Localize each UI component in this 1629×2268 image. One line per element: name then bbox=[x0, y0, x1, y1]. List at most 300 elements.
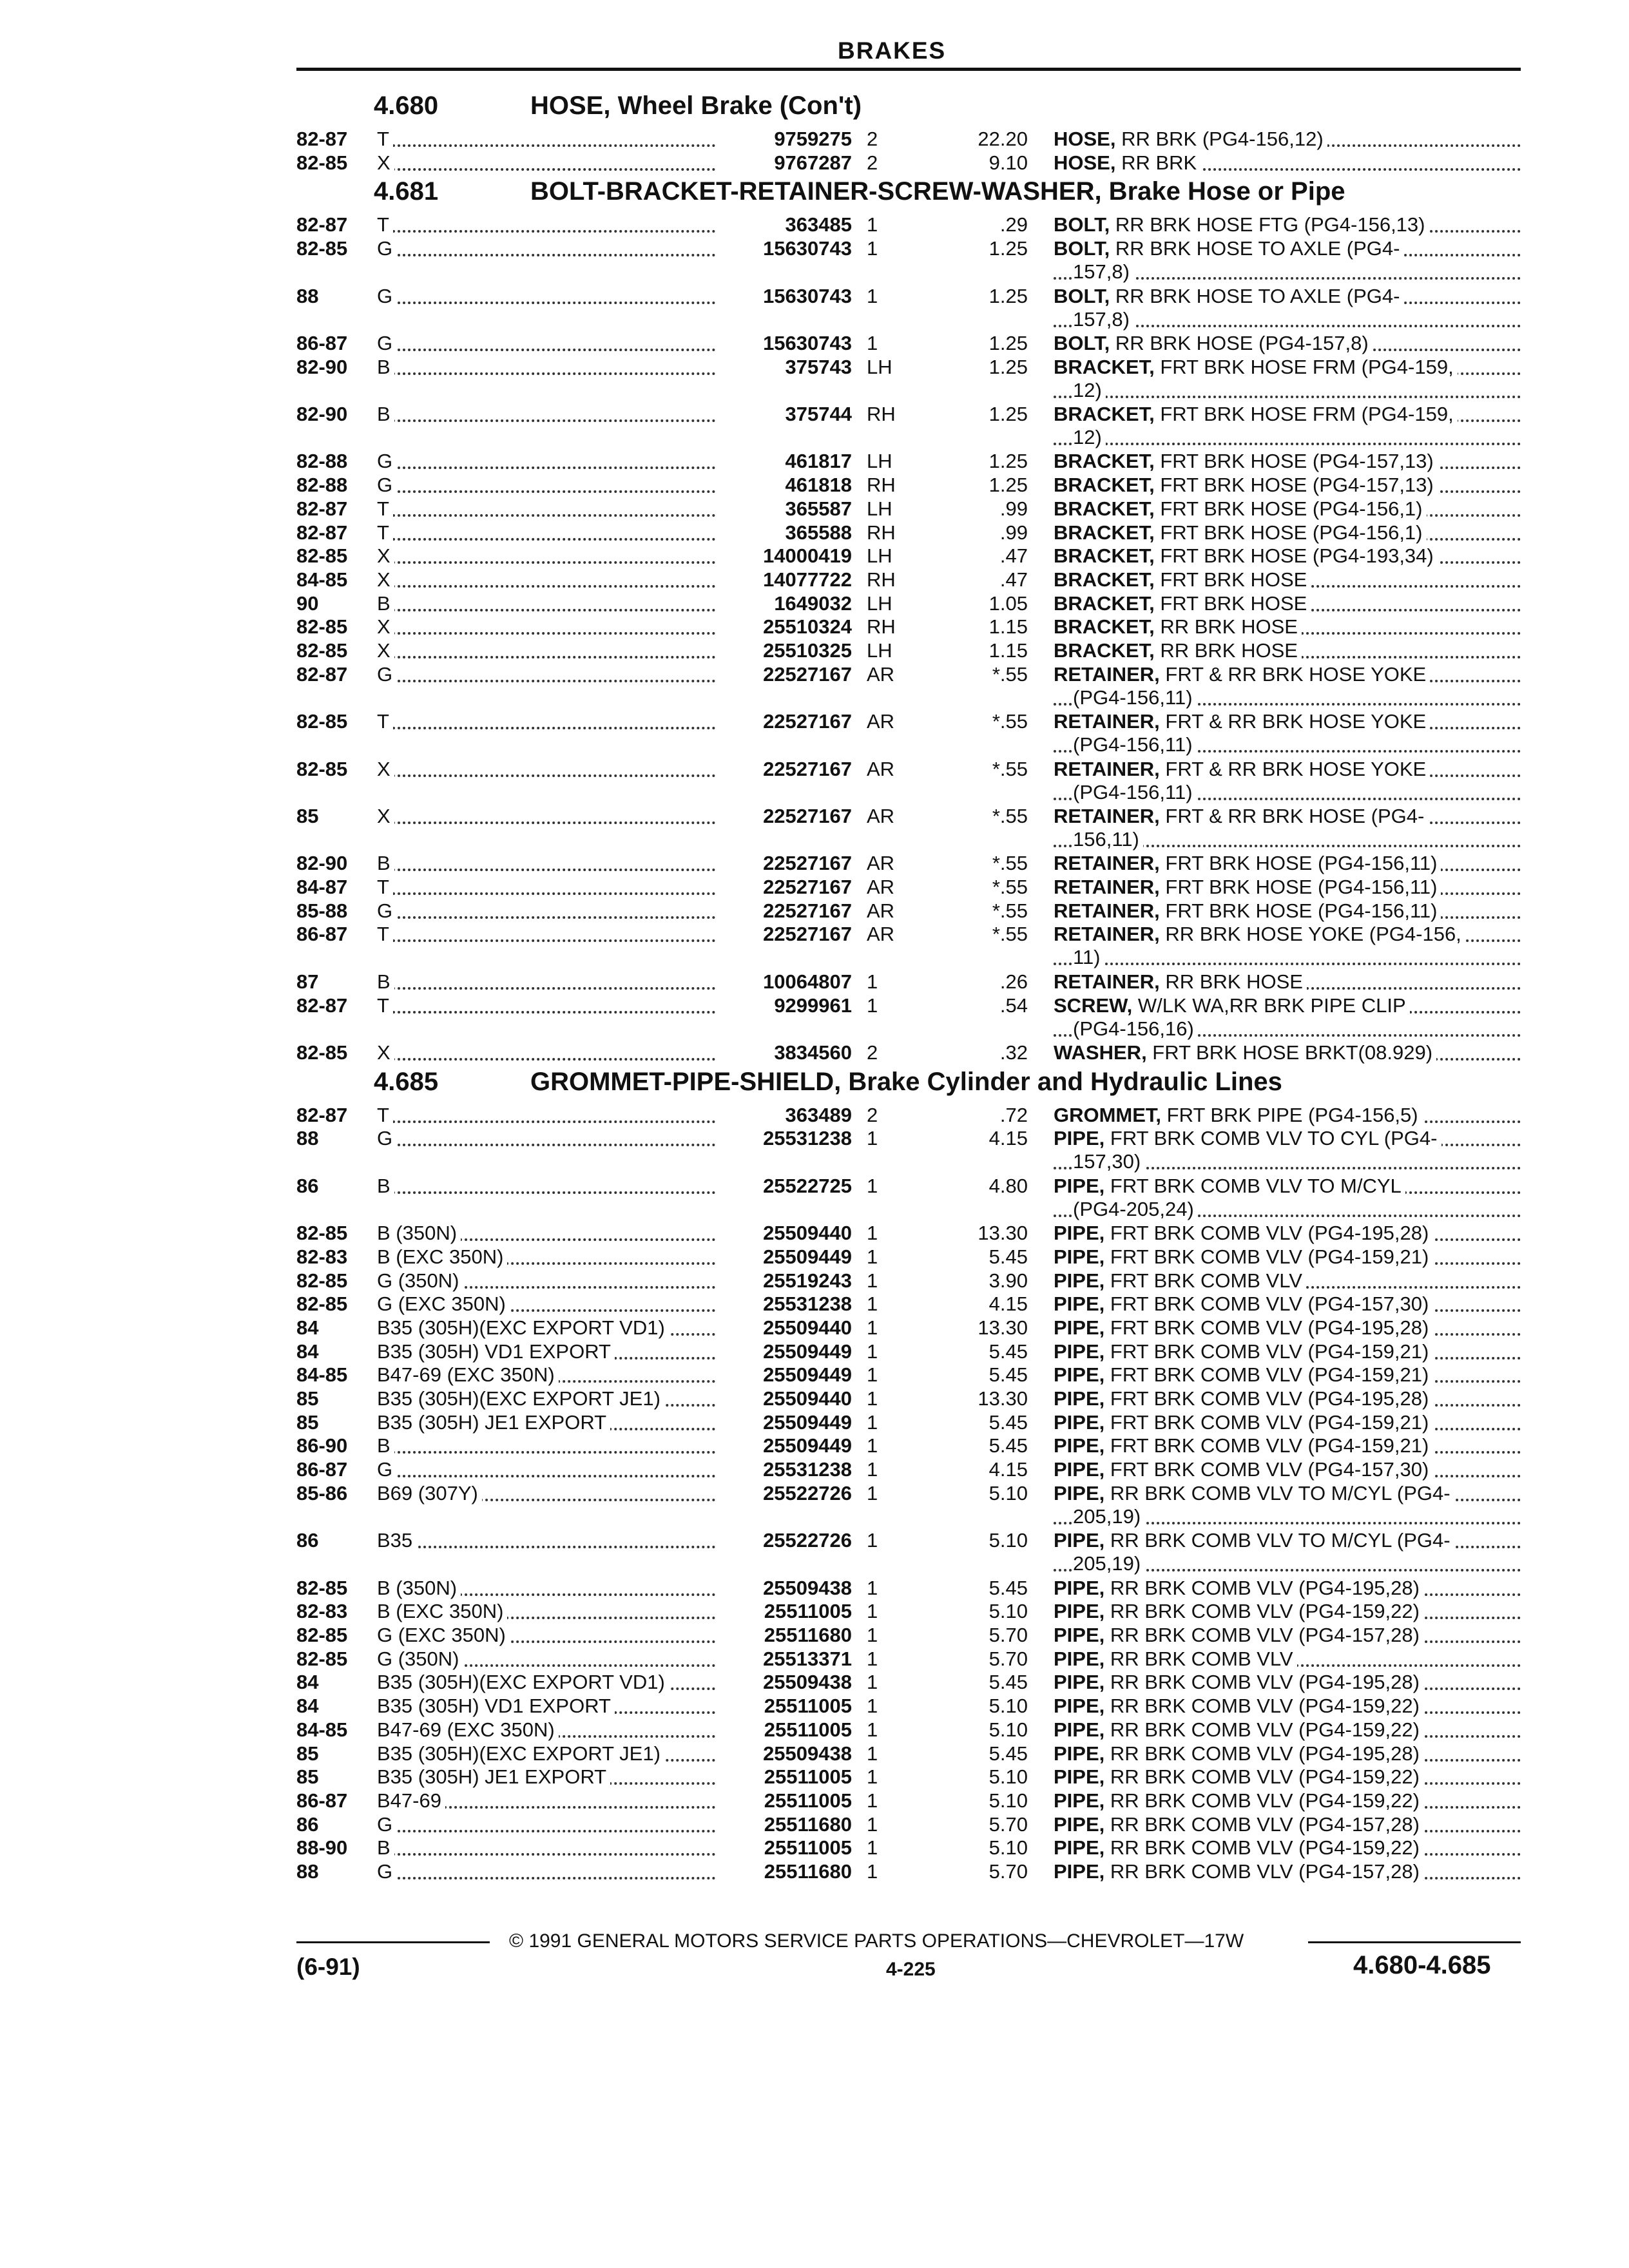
part-number-cell: 22527167 bbox=[763, 662, 852, 686]
part-number-cell: 25510325 bbox=[763, 639, 852, 662]
quantity-cell: 1 bbox=[867, 1363, 878, 1387]
model-cell-text: B35 (305H) JE1 EXPORT bbox=[377, 1765, 610, 1788]
footer-copyright: © 1991 GENERAL MOTORS SERVICE PARTS OPERATIONS—CHEVROLET—17W bbox=[509, 1930, 1244, 1952]
description-keyword: BOLT, bbox=[1054, 213, 1110, 236]
description-keyword: BRACKET, bbox=[1054, 403, 1155, 425]
description-cell bbox=[1054, 1387, 1521, 1410]
year-cell: 90 bbox=[296, 591, 319, 615]
quantity-cell: 1 bbox=[867, 1860, 878, 1883]
description-line bbox=[1054, 1387, 1521, 1410]
description-cell bbox=[1054, 1624, 1521, 1647]
description-line bbox=[1054, 1624, 1521, 1647]
description-line bbox=[1054, 1789, 1521, 1812]
description-keyword: BRACKET, bbox=[1054, 615, 1155, 639]
part-number-cell: 10064807 bbox=[763, 970, 852, 993]
model-cell bbox=[377, 356, 715, 379]
description-text: (PG4-156,16) bbox=[1073, 1017, 1198, 1040]
description-line bbox=[1054, 521, 1521, 544]
model-cell bbox=[377, 994, 715, 1017]
quantity-cell: AR bbox=[867, 757, 895, 780]
year-cell: 86 bbox=[296, 1529, 319, 1552]
model-cell bbox=[377, 1458, 715, 1481]
part-number-cell: 375743 bbox=[785, 355, 852, 378]
quantity-cell: LH bbox=[867, 355, 892, 378]
description-cell bbox=[1054, 1293, 1521, 1316]
model-cell-text: B69 (307Y) bbox=[377, 1482, 482, 1504]
description-text: BRACKET, FRT BRK HOSE FRM (PG4-159, bbox=[1054, 403, 1458, 425]
quantity-cell: 1 bbox=[867, 1340, 878, 1363]
description-text: PIPE, FRT BRK COMB VLV (PG4-157,30) bbox=[1054, 1458, 1432, 1481]
price-cell: 5.45 bbox=[988, 1245, 1028, 1268]
model-cell bbox=[377, 1363, 715, 1387]
description-text: PIPE, RR BRK COMB VLV (PG4-159,22) bbox=[1054, 1765, 1423, 1788]
description-line bbox=[1054, 1529, 1521, 1552]
price-cell: 13.30 bbox=[978, 1387, 1028, 1410]
description-cell bbox=[1054, 285, 1521, 331]
description-line bbox=[1054, 1316, 1521, 1340]
description-line bbox=[1054, 781, 1521, 804]
description-keyword: RETAINER, bbox=[1054, 804, 1160, 827]
model-cell bbox=[377, 923, 715, 946]
model-cell-text: G bbox=[377, 237, 396, 260]
year-cell: 86 bbox=[296, 1812, 319, 1836]
description-text: BRACKET, FRT BRK HOSE bbox=[1054, 568, 1311, 591]
description-text: PIPE, RR BRK COMB VLV (PG4-195,28) bbox=[1054, 1742, 1423, 1765]
price-cell: .47 bbox=[999, 544, 1028, 568]
part-number-cell: 25509449 bbox=[763, 1340, 852, 1363]
description-cell bbox=[1054, 1600, 1521, 1623]
description-cell bbox=[1054, 474, 1521, 497]
description-keyword: PIPE, bbox=[1054, 1860, 1105, 1883]
description-line bbox=[1054, 1648, 1521, 1671]
description-keyword: RETAINER, bbox=[1054, 710, 1160, 733]
description-cell bbox=[1054, 1175, 1521, 1221]
description-cell bbox=[1054, 568, 1521, 591]
model-cell-text: B (350N) bbox=[377, 1222, 461, 1244]
quantity-cell: 1 bbox=[867, 331, 878, 354]
description-cell bbox=[1054, 615, 1521, 639]
part-number-cell: 25511005 bbox=[764, 1789, 852, 1812]
price-cell: 1.25 bbox=[988, 450, 1028, 473]
description-text: BRACKET, FRT BRK HOSE (PG4-156,1) bbox=[1054, 497, 1427, 520]
model-cell bbox=[377, 1860, 715, 1883]
year-cell: 82-85 bbox=[296, 615, 348, 639]
quantity-cell: 2 bbox=[867, 151, 878, 174]
description-line bbox=[1054, 213, 1521, 236]
price-cell: 13.30 bbox=[978, 1222, 1028, 1245]
model-cell-text: G bbox=[377, 1860, 396, 1883]
model-cell bbox=[377, 568, 715, 591]
quantity-cell: 1 bbox=[867, 1529, 878, 1552]
description-text: BRACKET, RR BRK HOSE bbox=[1054, 639, 1302, 662]
description-line bbox=[1054, 544, 1521, 568]
description-line bbox=[1054, 852, 1521, 875]
description-text: 12) bbox=[1073, 379, 1106, 401]
quantity-cell: 1 bbox=[867, 1316, 878, 1339]
price-cell: 4.15 bbox=[988, 1458, 1028, 1481]
description-text: (PG4-205,24) bbox=[1073, 1198, 1198, 1220]
description-line bbox=[1054, 403, 1521, 426]
model-cell bbox=[377, 1742, 715, 1765]
description-cell bbox=[1054, 899, 1521, 923]
description-line bbox=[1054, 1765, 1521, 1789]
part-number-cell: 363485 bbox=[785, 213, 852, 236]
part-number-cell: 22527167 bbox=[763, 804, 852, 827]
year-cell: 85 bbox=[296, 804, 319, 827]
description-line bbox=[1054, 1150, 1521, 1173]
description-text: 157,8) bbox=[1073, 308, 1133, 331]
model-cell bbox=[377, 332, 715, 355]
description-cell bbox=[1054, 237, 1521, 284]
part-number-cell: 25511005 bbox=[764, 1695, 852, 1718]
description-text: PIPE, FRT BRK COMB VLV (PG4-159,21) bbox=[1054, 1245, 1432, 1268]
year-cell: 82-87 bbox=[296, 994, 348, 1017]
year-cell: 85 bbox=[296, 1742, 319, 1765]
description-text: PIPE, RR BRK COMB VLV (PG4-195,28) bbox=[1054, 1577, 1423, 1599]
year-cell: 82-90 bbox=[296, 355, 348, 378]
description-line bbox=[1054, 733, 1521, 756]
header-rule bbox=[296, 68, 1521, 71]
price-cell: *.55 bbox=[992, 804, 1028, 827]
model-cell bbox=[377, 1041, 715, 1064]
description-text: BRACKET, FRT BRK HOSE (PG4-156,1) bbox=[1054, 521, 1427, 544]
year-cell: 82-85 bbox=[296, 151, 348, 174]
quantity-cell: 1 bbox=[867, 1269, 878, 1292]
description-cell bbox=[1054, 1836, 1521, 1860]
part-number-cell: 25519243 bbox=[763, 1269, 852, 1292]
description-text: PIPE, FRT BRK COMB VLV bbox=[1054, 1269, 1306, 1292]
description-line bbox=[1054, 923, 1521, 946]
price-cell: *.55 bbox=[992, 710, 1028, 733]
description-line bbox=[1054, 1695, 1521, 1718]
description-cell bbox=[1054, 758, 1521, 804]
price-cell: 1.25 bbox=[988, 237, 1028, 260]
section-number: 4.685 bbox=[374, 1067, 439, 1096]
year-cell: 88 bbox=[296, 284, 319, 307]
description-line bbox=[1054, 128, 1521, 151]
description-line bbox=[1054, 1600, 1521, 1623]
description-text: PIPE, RR BRK COMB VLV (PG4-159,22) bbox=[1054, 1789, 1423, 1812]
model-cell bbox=[377, 970, 715, 994]
model-cell-text: T bbox=[377, 994, 393, 1017]
model-cell bbox=[377, 1127, 715, 1150]
part-number-cell: 25511005 bbox=[764, 1836, 852, 1860]
part-number-cell: 25509440 bbox=[763, 1316, 852, 1339]
quantity-cell: 1 bbox=[867, 1387, 878, 1410]
price-cell: 5.10 bbox=[988, 1789, 1028, 1812]
description-keyword: PIPE, bbox=[1054, 1293, 1105, 1316]
quantity-cell: 1 bbox=[867, 1576, 878, 1599]
description-text: PIPE, FRT BRK COMB VLV (PG4-159,21) bbox=[1054, 1340, 1432, 1363]
price-cell: 4.15 bbox=[988, 1127, 1028, 1150]
part-number-cell: 25513371 bbox=[763, 1647, 852, 1670]
model-cell bbox=[377, 474, 715, 497]
model-cell bbox=[377, 1624, 715, 1647]
price-cell: *.55 bbox=[992, 876, 1028, 898]
footer-page-number: 4-225 bbox=[886, 1959, 936, 1980]
description-keyword: PIPE, bbox=[1054, 1387, 1105, 1410]
description-text: BRACKET, FRT BRK HOSE (PG4-193,34) bbox=[1054, 544, 1438, 567]
year-cell: 82-83 bbox=[296, 1600, 348, 1623]
model-cell-text: G bbox=[377, 663, 396, 686]
description-text: GROMMET, FRT BRK PIPE (PG4-156,5) bbox=[1054, 1104, 1422, 1126]
year-cell: 85 bbox=[296, 1410, 319, 1434]
model-cell-text: G (EXC 350N) bbox=[377, 1624, 510, 1646]
model-cell bbox=[377, 1836, 715, 1860]
description-line bbox=[1054, 1434, 1521, 1457]
description-cell bbox=[1054, 521, 1521, 544]
quantity-cell: 2 bbox=[867, 128, 878, 150]
price-cell: 5.10 bbox=[988, 1718, 1028, 1741]
description-cell bbox=[1054, 1671, 1521, 1694]
model-cell-text: T bbox=[377, 213, 393, 236]
part-number-cell: 14000419 bbox=[763, 544, 852, 568]
quantity-cell: AR bbox=[867, 710, 895, 733]
page-header-title: BRAKES bbox=[838, 37, 947, 64]
model-cell-text: X bbox=[377, 568, 394, 591]
description-cell bbox=[1054, 1104, 1521, 1127]
description-text: SCREW, W/LK WA,RR BRK PIPE CLIP bbox=[1054, 994, 1410, 1017]
description-line bbox=[1054, 1340, 1521, 1363]
description-keyword: RETAINER, bbox=[1054, 923, 1160, 946]
year-cell: 84 bbox=[296, 1671, 319, 1694]
description-line bbox=[1054, 1742, 1521, 1765]
description-text: PIPE, RR BRK COMB VLV (PG4-157,28) bbox=[1054, 1860, 1423, 1883]
description-text: 205,19) bbox=[1073, 1505, 1144, 1528]
description-text: WASHER, FRT BRK HOSE BRKT(08.929) bbox=[1054, 1041, 1436, 1064]
quantity-cell: 1 bbox=[867, 1174, 878, 1197]
description-cell bbox=[1054, 544, 1521, 568]
section-number: 4.681 bbox=[374, 177, 439, 206]
model-cell bbox=[377, 128, 715, 151]
description-text: (PG4-156,11) bbox=[1073, 781, 1197, 803]
part-number-cell: 25522726 bbox=[763, 1481, 852, 1504]
quantity-cell: 2 bbox=[867, 1103, 878, 1126]
model-cell bbox=[377, 1648, 715, 1671]
model-cell-text: B35 bbox=[377, 1529, 416, 1552]
part-number-cell: 25509449 bbox=[763, 1245, 852, 1268]
model-cell-text: T bbox=[377, 1104, 393, 1126]
model-cell-text: G bbox=[377, 332, 396, 354]
quantity-cell: RH bbox=[867, 615, 896, 639]
model-cell bbox=[377, 151, 715, 175]
part-number-cell: 25511005 bbox=[764, 1600, 852, 1623]
year-cell: 84-85 bbox=[296, 568, 348, 591]
description-cell bbox=[1054, 639, 1521, 662]
description-line bbox=[1054, 805, 1521, 828]
part-number-cell: 22527167 bbox=[763, 757, 852, 780]
model-cell-text: B (EXC 350N) bbox=[377, 1600, 507, 1622]
part-number-cell: 25509440 bbox=[763, 1387, 852, 1410]
description-text: RETAINER, RR BRK HOSE YOKE (PG4-156, bbox=[1054, 923, 1465, 945]
price-cell: 13.30 bbox=[978, 1316, 1028, 1339]
description-cell bbox=[1054, 1041, 1521, 1064]
section-title: BOLT-BRACKET-RETAINER-SCREW-WASHER, Brake Hose or Pipe bbox=[530, 177, 1345, 206]
year-cell: 82-87 bbox=[296, 213, 348, 236]
model-cell bbox=[377, 1293, 715, 1316]
description-keyword: PIPE, bbox=[1054, 1458, 1105, 1481]
part-number-cell: 365587 bbox=[785, 497, 852, 520]
description-keyword: PIPE, bbox=[1054, 1789, 1105, 1812]
description-text: PIPE, FRT BRK COMB VLV (PG4-195,28) bbox=[1054, 1387, 1432, 1410]
model-cell-text: G bbox=[377, 1127, 396, 1149]
description-text: HOSE, RR BRK bbox=[1054, 151, 1200, 174]
quantity-cell: 1 bbox=[867, 994, 878, 1017]
model-cell-text: G bbox=[377, 899, 396, 922]
description-keyword: BOLT, bbox=[1054, 284, 1110, 307]
description-cell bbox=[1054, 1363, 1521, 1387]
description-keyword: GROMMET, bbox=[1054, 1103, 1162, 1126]
description-keyword: BRACKET, bbox=[1054, 497, 1155, 520]
price-cell: 5.45 bbox=[988, 1340, 1028, 1363]
year-cell: 86-87 bbox=[296, 923, 348, 946]
model-cell-text: B bbox=[377, 852, 394, 874]
description-line bbox=[1054, 994, 1521, 1017]
part-number-cell: 22527167 bbox=[763, 876, 852, 898]
description-cell bbox=[1054, 497, 1521, 521]
description-line bbox=[1054, 1363, 1521, 1387]
year-cell: 82-85 bbox=[296, 639, 348, 662]
price-cell: *.55 bbox=[992, 662, 1028, 686]
description-keyword: BOLT, bbox=[1054, 237, 1110, 260]
model-cell bbox=[377, 497, 715, 521]
price-cell: 5.70 bbox=[988, 1647, 1028, 1670]
year-cell: 86 bbox=[296, 1174, 319, 1197]
model-cell bbox=[377, 1529, 715, 1552]
description-keyword: RETAINER, bbox=[1054, 852, 1160, 875]
description-line bbox=[1054, 639, 1521, 662]
model-cell bbox=[377, 1600, 715, 1623]
model-cell-text: B bbox=[377, 1175, 394, 1197]
description-text: RETAINER, FRT & RR BRK HOSE YOKE bbox=[1054, 663, 1430, 686]
description-text: (PG4-156,11) bbox=[1073, 733, 1197, 756]
quantity-cell: 1 bbox=[867, 284, 878, 307]
description-text: HOSE, RR BRK (PG4-156,12) bbox=[1054, 128, 1327, 150]
price-cell: 4.80 bbox=[988, 1174, 1028, 1197]
description-cell bbox=[1054, 876, 1521, 899]
description-cell bbox=[1054, 1269, 1521, 1293]
description-text: PIPE, RR BRK COMB VLV TO M/CYL (PG4- bbox=[1054, 1529, 1454, 1552]
description-keyword: PIPE, bbox=[1054, 1340, 1105, 1363]
year-cell: 82-85 bbox=[296, 710, 348, 733]
description-text: BOLT, RR BRK HOSE FTG (PG4-156,13) bbox=[1054, 213, 1429, 236]
model-cell-text: B bbox=[377, 356, 394, 378]
year-cell: 82-83 bbox=[296, 1245, 348, 1268]
year-cell: 87 bbox=[296, 970, 319, 993]
description-keyword: PIPE, bbox=[1054, 1127, 1105, 1150]
year-cell: 82-87 bbox=[296, 497, 348, 520]
year-cell: 82-88 bbox=[296, 450, 348, 473]
description-text: RETAINER, FRT & RR BRK HOSE YOKE bbox=[1054, 710, 1430, 733]
description-keyword: BRACKET, bbox=[1054, 450, 1155, 473]
description-cell bbox=[1054, 1718, 1521, 1742]
model-cell-text: X bbox=[377, 805, 394, 827]
description-text: 11) bbox=[1073, 946, 1104, 968]
description-line bbox=[1054, 1813, 1521, 1836]
description-line bbox=[1054, 899, 1521, 923]
model-cell-text: B35 (305H) VD1 EXPORT bbox=[377, 1695, 615, 1717]
description-line bbox=[1054, 1175, 1521, 1198]
year-cell: 84 bbox=[296, 1340, 319, 1363]
year-cell: 86-87 bbox=[296, 1458, 348, 1481]
price-cell: 5.45 bbox=[988, 1576, 1028, 1599]
model-cell-text: T bbox=[377, 876, 393, 898]
description-line bbox=[1054, 1293, 1521, 1316]
description-text: RETAINER, FRT & RR BRK HOSE (PG4- bbox=[1054, 805, 1428, 827]
description-line bbox=[1054, 1269, 1521, 1293]
description-keyword: RETAINER, bbox=[1054, 876, 1160, 898]
description-keyword: PIPE, bbox=[1054, 1410, 1105, 1434]
model-cell-text: B35 (305H)(EXC EXPORT JE1) bbox=[377, 1387, 664, 1410]
model-cell bbox=[377, 1718, 715, 1742]
quantity-cell: 2 bbox=[867, 1041, 878, 1064]
description-text: PIPE, RR BRK COMB VLV (PG4-195,28) bbox=[1054, 1671, 1423, 1693]
description-keyword: RETAINER, bbox=[1054, 757, 1160, 780]
description-line bbox=[1054, 1671, 1521, 1694]
price-cell: 1.15 bbox=[988, 639, 1028, 662]
model-cell-text: X bbox=[377, 758, 394, 780]
part-number-cell: 461817 bbox=[785, 450, 852, 473]
description-line bbox=[1054, 1836, 1521, 1860]
description-cell bbox=[1054, 151, 1521, 175]
model-cell bbox=[377, 1411, 715, 1434]
description-line bbox=[1054, 308, 1521, 331]
model-cell-text: X bbox=[377, 1041, 394, 1064]
price-cell: 5.45 bbox=[988, 1363, 1028, 1387]
quantity-cell: RH bbox=[867, 568, 896, 591]
model-cell-text: B35 (305H)(EXC EXPORT VD1) bbox=[377, 1671, 669, 1693]
description-line bbox=[1054, 1482, 1521, 1505]
description-cell bbox=[1054, 1765, 1521, 1789]
quantity-cell: 1 bbox=[867, 1127, 878, 1150]
description-keyword: BRACKET, bbox=[1054, 544, 1155, 568]
quantity-cell: RH bbox=[867, 474, 896, 497]
part-number-cell: 1649032 bbox=[774, 591, 852, 615]
description-keyword: PIPE, bbox=[1054, 1624, 1105, 1646]
model-cell-text: T bbox=[377, 128, 393, 150]
quantity-cell: LH bbox=[867, 639, 892, 662]
part-number-cell: 9759275 bbox=[774, 128, 852, 150]
description-cell bbox=[1054, 1648, 1521, 1671]
price-cell: *.55 bbox=[992, 923, 1028, 946]
description-cell bbox=[1054, 1411, 1521, 1434]
description-text: PIPE, RR BRK COMB VLV (PG4-159,22) bbox=[1054, 1600, 1423, 1622]
model-cell-text: X bbox=[377, 615, 394, 638]
description-text: PIPE, RR BRK COMB VLV (PG4-159,22) bbox=[1054, 1836, 1423, 1859]
description-line bbox=[1054, 592, 1521, 615]
description-cell bbox=[1054, 663, 1521, 709]
description-cell bbox=[1054, 805, 1521, 851]
price-cell: 5.10 bbox=[988, 1529, 1028, 1552]
year-cell: 82-87 bbox=[296, 662, 348, 686]
price-cell: 5.10 bbox=[988, 1695, 1028, 1718]
part-number-cell: 25509449 bbox=[763, 1410, 852, 1434]
quantity-cell: RH bbox=[867, 403, 896, 425]
description-cell bbox=[1054, 994, 1521, 1041]
quantity-cell: 1 bbox=[867, 1812, 878, 1836]
model-cell-text: X bbox=[377, 544, 394, 567]
model-cell bbox=[377, 1316, 715, 1340]
price-cell: .54 bbox=[999, 994, 1028, 1017]
description-line bbox=[1054, 332, 1521, 355]
description-keyword: BRACKET, bbox=[1054, 355, 1155, 378]
description-text: BRACKET, FRT BRK HOSE (PG4-157,13) bbox=[1054, 450, 1438, 472]
year-cell: 84-85 bbox=[296, 1718, 348, 1741]
description-keyword: BOLT, bbox=[1054, 331, 1110, 354]
price-cell: 5.10 bbox=[988, 1765, 1028, 1789]
description-text: PIPE, RR BRK COMB VLV (PG4-157,28) bbox=[1054, 1813, 1423, 1836]
price-cell: 5.70 bbox=[988, 1860, 1028, 1883]
